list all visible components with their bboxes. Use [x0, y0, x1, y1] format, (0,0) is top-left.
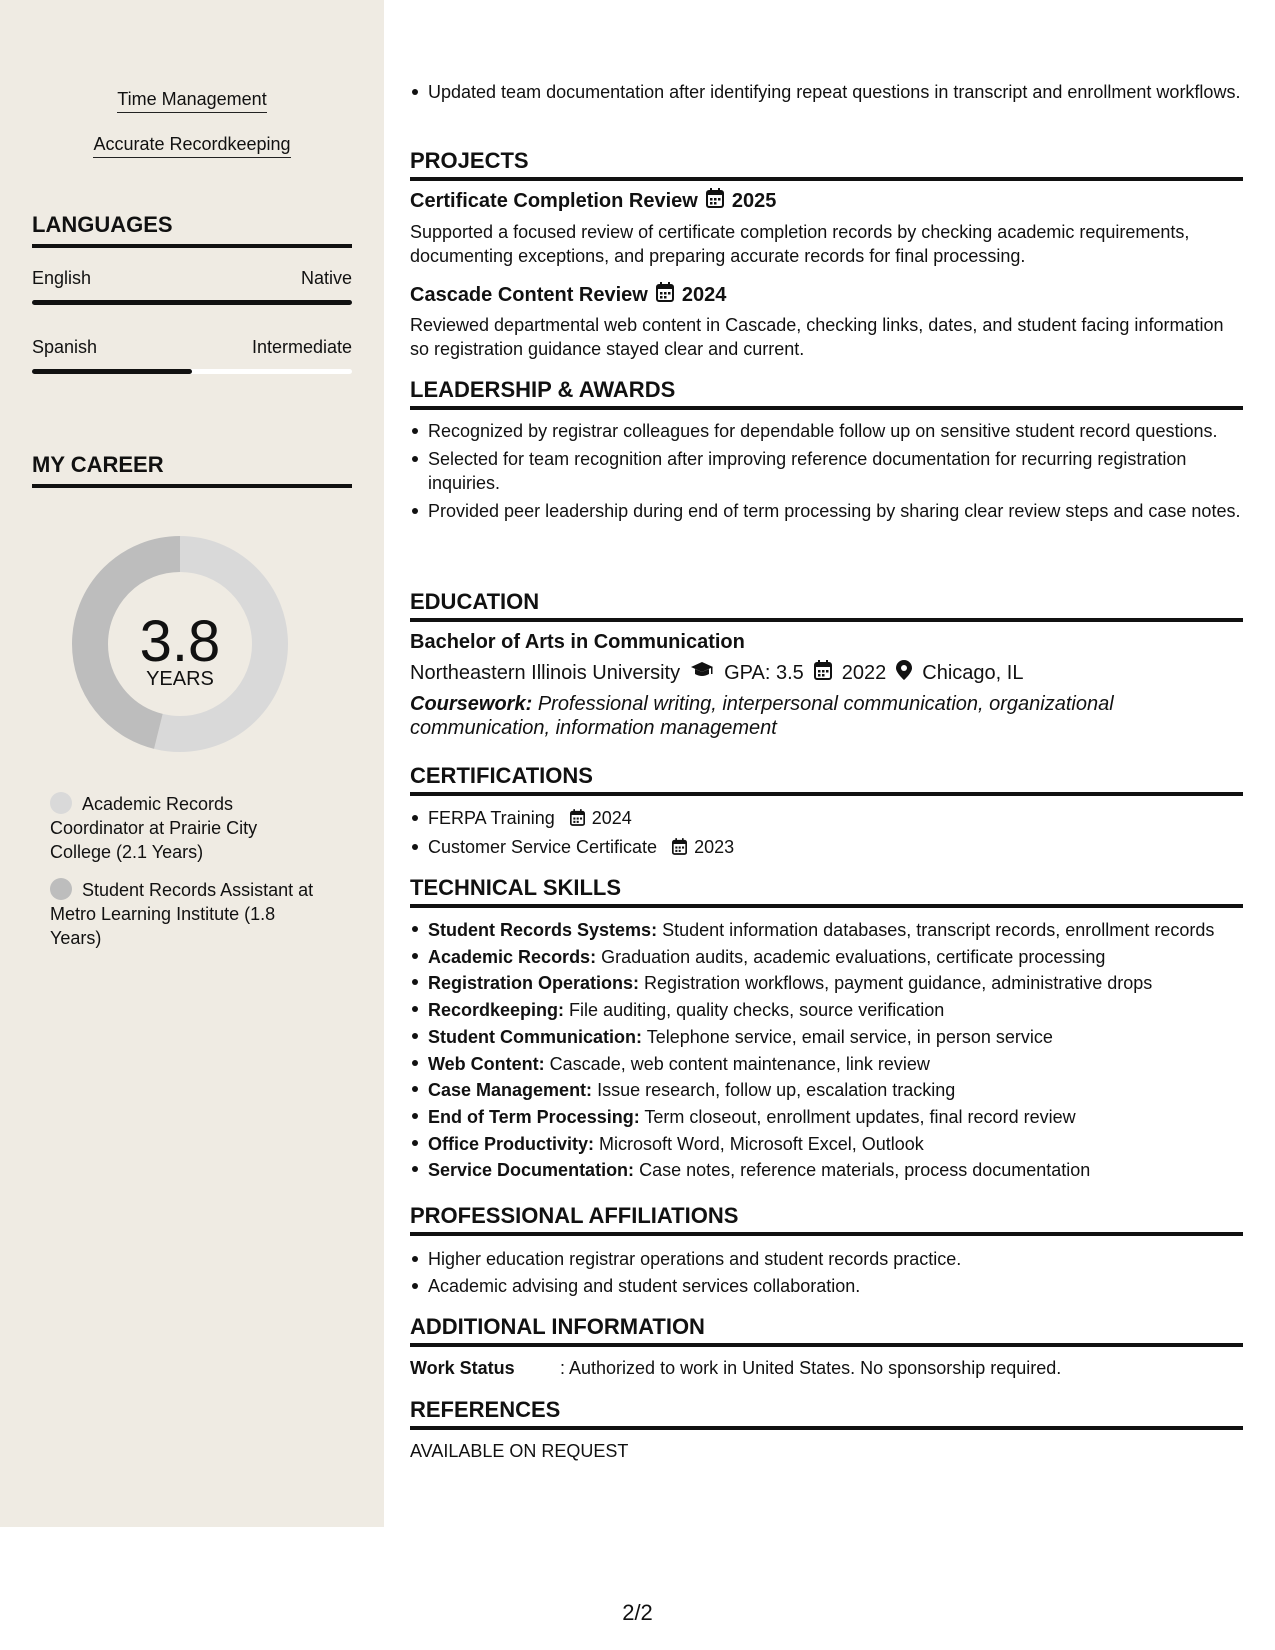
skill-tag: Accurate Recordkeeping	[93, 134, 290, 158]
leadership-heading: LEADERSHIP & AWARDS	[410, 377, 1243, 410]
skill-values: Case notes, reference materials, process documentation	[639, 1160, 1091, 1181]
leadership-list	[410, 419, 1243, 523]
skill-category: Office Productivity:	[428, 1133, 595, 1154]
project-year: 2024	[681, 283, 727, 306]
certifications-list	[410, 806, 1243, 861]
work-status-value: : Authorized to work in United States. No sponsorship required.	[560, 1358, 1062, 1378]
skill-category: Student Communication:	[428, 1026, 642, 1047]
list-item	[410, 970, 1243, 997]
language-row	[32, 268, 352, 289]
projects-heading: PROJECTS	[410, 148, 1243, 181]
list-item	[410, 917, 1243, 944]
skill-values: Cascade, web content maintenance, link review	[549, 1053, 930, 1074]
project-title	[410, 188, 776, 214]
project-name: Certificate Completion Review	[410, 189, 698, 212]
skill-values: Term closeout, enrollment updates, final record review	[644, 1106, 1076, 1127]
skill-category: Registration Operations:	[428, 973, 640, 994]
gpa: GPA: 3.5	[724, 661, 804, 684]
language-row	[32, 337, 352, 358]
page-number: 2/2	[622, 1600, 653, 1625]
coursework-label: Coursework:	[410, 693, 533, 715]
references-text: AVAILABLE ON REQUEST	[410, 1441, 629, 1461]
sidebar	[0, 0, 384, 1527]
project-title	[410, 282, 726, 308]
skill-values: Telephone service, email service, in person service	[646, 1026, 1053, 1047]
career-legend-text: Student Records Assistant at Metro Learning Institute (1.8 Years)	[50, 880, 314, 948]
school-name: Northeastern Illinois University	[410, 661, 681, 684]
language-bar	[32, 369, 352, 374]
experience-bullets	[410, 80, 1243, 104]
certification-year: 2024	[591, 808, 632, 828]
skill-values: Graduation audits, academic evaluations, certificate processing	[601, 946, 1106, 967]
location: Chicago, IL	[922, 661, 1024, 684]
certification-name: Customer Service Certificate	[428, 837, 658, 857]
career-donut-chart	[66, 530, 294, 758]
list-item: Recognized by registrar colleagues for dependable follow up on sensitive student record questions.	[410, 419, 1243, 443]
career-legend-item	[50, 878, 320, 950]
skill-category: Recordkeeping:	[428, 1000, 565, 1021]
calendar-icon	[706, 188, 724, 214]
sidebar-skills	[0, 89, 384, 179]
list-item: Higher education registrar operations and student records practice.	[410, 1247, 1243, 1271]
calendar-icon	[814, 660, 832, 686]
references-heading: REFERENCES	[410, 1397, 1243, 1430]
work-status-label: Work Status	[410, 1358, 515, 1378]
skill-values: Registration workflows, payment guidance, administrative drops	[644, 973, 1153, 994]
technical-skills-heading: TECHNICAL SKILLS	[410, 875, 1243, 908]
list-item	[410, 1104, 1243, 1131]
list-item: Selected for team recognition after improving reference documentation for recurring registration inquiries.	[410, 447, 1243, 495]
coursework-text: Professional writing, interpersonal communication, organizational communication, information management	[410, 693, 1114, 739]
technical-skills-list	[410, 917, 1243, 1184]
list-item	[410, 944, 1243, 971]
skill-values: Student information databases, transcript records, enrollment records	[662, 920, 1215, 940]
skill-values: Issue research, follow up, escalation tracking	[597, 1080, 956, 1101]
certifications-heading: CERTIFICATIONS	[410, 763, 1243, 796]
certification-year: 2023	[694, 837, 735, 857]
project-description: Supported a focused review of certificate completion records by checking academic requirements, documenting exceptions, and preparing accurate records for final processing.	[410, 222, 1190, 266]
degree: Bachelor of Arts in Communication	[410, 631, 745, 653]
graduation-cap-icon	[690, 661, 714, 685]
skill-values: Microsoft Word, Microsoft Excel, Outlook	[599, 1133, 924, 1154]
education-details	[410, 660, 1023, 686]
language-name: English	[32, 268, 92, 288]
career-legend-text: Academic Records Coordinator at Prairie City College (2.1 Years)	[50, 794, 258, 862]
list-item	[410, 1077, 1243, 1104]
language-bar-fill	[32, 300, 352, 305]
calendar-icon	[570, 808, 585, 832]
list-item	[410, 1051, 1243, 1078]
language-level: Native	[300, 268, 352, 288]
location-pin-icon	[896, 660, 912, 686]
calendar-icon	[672, 837, 687, 861]
language-level: Intermediate	[251, 337, 352, 357]
affiliations-list	[410, 1247, 1243, 1298]
list-item	[410, 997, 1243, 1024]
language-name: Spanish	[32, 337, 98, 357]
skill-category: Case Management:	[428, 1080, 593, 1101]
skill-category: Academic Records:	[428, 946, 597, 967]
language-bar-fill	[32, 369, 192, 374]
coursework	[410, 692, 1243, 740]
work-status	[410, 1356, 1243, 1380]
skill-category: Service Documentation:	[428, 1160, 635, 1181]
list-item: Academic advising and student services collaboration.	[410, 1274, 1243, 1298]
legend-dot	[50, 878, 72, 900]
list-item	[410, 806, 1243, 832]
list-item	[410, 1157, 1243, 1184]
skill-tag: Time Management	[117, 89, 266, 113]
language-bar	[32, 300, 352, 305]
career-heading: MY CAREER	[32, 452, 352, 488]
list-item	[410, 835, 1243, 861]
skill-category: Web Content:	[428, 1053, 545, 1074]
skill-category: End of Term Processing:	[428, 1106, 640, 1127]
career-total: 3.8	[139, 609, 221, 674]
legend-dot	[50, 792, 72, 814]
graduation-year: 2022	[841, 661, 887, 684]
list-item	[410, 1131, 1243, 1158]
calendar-icon	[656, 282, 674, 308]
skill-category: Student Records Systems:	[428, 920, 658, 940]
list-item: Provided peer leadership during end of term processing by sharing clear review steps and case notes.	[410, 499, 1243, 523]
career-unit: YEARS	[146, 668, 214, 690]
affiliations-heading: PROFESSIONAL AFFILIATIONS	[410, 1203, 1243, 1236]
career-legend-item	[50, 792, 320, 864]
additional-info-heading: ADDITIONAL INFORMATION	[410, 1314, 1243, 1347]
languages-heading: LANGUAGES	[32, 212, 352, 248]
project-description: Reviewed departmental web content in Cascade, checking links, dates, and student facing information so registration guidance stayed clear and current.	[410, 315, 1224, 359]
skill-values: File auditing, quality checks, source verification	[569, 1000, 945, 1021]
list-item	[410, 1024, 1243, 1051]
education-heading: EDUCATION	[410, 589, 1243, 622]
project-year: 2025	[731, 189, 777, 212]
certification-name: FERPA Training	[428, 808, 555, 828]
project-name: Cascade Content Review	[410, 283, 648, 306]
list-item: Updated team documentation after identifying repeat questions in transcript and enrollment workflows.	[410, 80, 1243, 104]
